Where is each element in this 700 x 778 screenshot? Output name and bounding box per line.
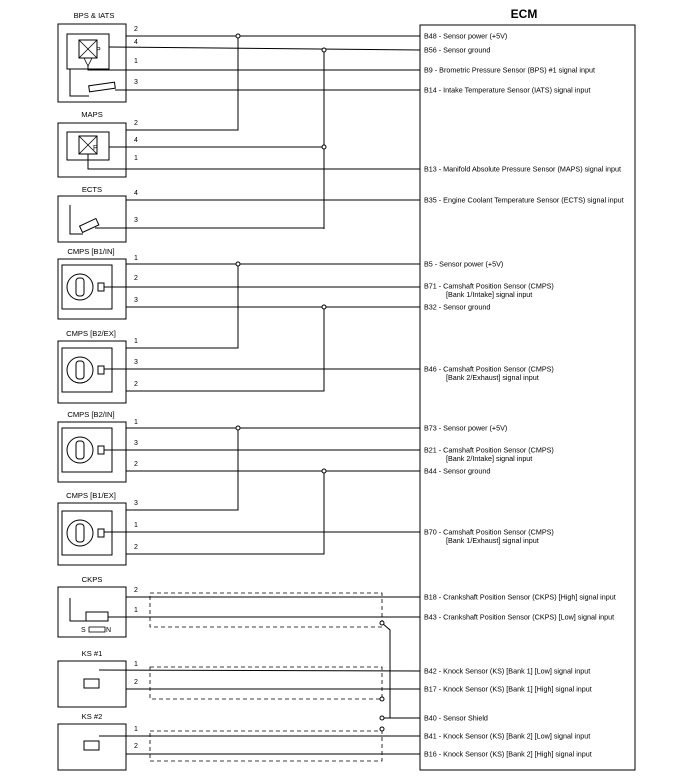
ecm-pin-label: B35 - Engine Coolant Temperature Sensor (ECTS) signal input xyxy=(424,195,624,205)
ckps-pole-n: N xyxy=(106,627,112,634)
junction-dot xyxy=(322,145,326,149)
ecm-pin-label: B5 - Sensor power (+5V) xyxy=(424,259,504,269)
pin-number: 1 xyxy=(134,58,138,65)
pin-number: 2 xyxy=(134,381,138,388)
pin-number: 1 xyxy=(134,661,138,668)
ecm-pin-b5 xyxy=(424,260,503,269)
junction-dot xyxy=(380,621,384,625)
ecm-pin-labels xyxy=(424,32,624,759)
sensor-cmps-b2in xyxy=(58,410,126,482)
junction-dot xyxy=(380,727,384,731)
ecm-pin-b43 xyxy=(424,613,614,622)
ecm-pin-label: B17 - Knock Sensor (KS) [Bank 1] [High] signal input xyxy=(424,684,592,694)
junction-dot xyxy=(236,34,240,38)
junction-dot xyxy=(380,697,384,701)
pin-number: 2 xyxy=(134,679,138,686)
ecm-pin-label: B48 - Sensor power (+5V) xyxy=(424,31,508,41)
pin-number: 3 xyxy=(134,440,138,447)
pin-number: 3 xyxy=(134,79,138,86)
sensor-cmps-b1ex xyxy=(58,491,126,565)
ecm-pin-label: B44 - Sensor ground xyxy=(424,466,491,476)
ecm-pin-b48 xyxy=(424,32,507,41)
ecm-pin-b32 xyxy=(424,303,490,312)
ecm-pin-b14 xyxy=(424,86,590,95)
junction-dots xyxy=(236,34,384,731)
ecm-pin-label: B73 - Sensor power (+5V) xyxy=(424,423,508,433)
wire xyxy=(126,471,324,554)
junction-dot xyxy=(236,426,240,430)
ecm-pin-b56 xyxy=(424,46,490,55)
pin-number: 3 xyxy=(134,500,138,507)
ecm-pin-b18 xyxy=(424,593,616,602)
sensor-label: CMPS [B1/EX] xyxy=(66,491,116,500)
ecm-pin-b42 xyxy=(424,667,590,676)
ecm-pin-b35 xyxy=(424,196,624,205)
junction-dot xyxy=(322,469,326,473)
ecm-pin-label: B46 - Camshaft Position Sensor (CMPS) xyxy=(424,364,554,374)
sensor-cmps-b2ex xyxy=(58,329,126,403)
pin-numbers xyxy=(134,26,138,750)
wire xyxy=(88,66,420,70)
ecm-pin-b21 xyxy=(424,446,554,464)
ckps-pole-s: S xyxy=(81,627,86,634)
sensor-cmps-b1in xyxy=(58,247,126,319)
ecm-title: ECM xyxy=(510,7,538,21)
sensor-label: ECTS xyxy=(81,185,103,194)
ecm-pin-label: B40 - Sensor Shield xyxy=(424,713,488,723)
junction-dot xyxy=(380,716,384,720)
ecm-pin-b16 xyxy=(424,750,592,759)
ecm-pin-label: B9 - Brometric Pressure Sensor (BPS) #1 signal input xyxy=(424,65,595,75)
ecm-pin-b13 xyxy=(424,165,621,174)
wire xyxy=(126,307,324,391)
pin-number: 2 xyxy=(134,275,138,282)
sensor-ks2 xyxy=(58,712,126,770)
ecm-pin-label-line2: [Bank 2/Exhaust] signal input xyxy=(446,373,539,382)
pin-number: 2 xyxy=(134,461,138,468)
ecm-pin-label: B41 - Knock Sensor (KS) [Bank 2] [Low] signal input xyxy=(424,731,591,741)
sensor-label: CMPS [B2/IN] xyxy=(67,410,115,419)
ecm-pin-label: B21 - Camshaft Position Sensor (CMPS) xyxy=(424,445,554,455)
pin-number: 4 xyxy=(134,39,138,46)
pin-number: 2 xyxy=(134,587,138,594)
ecm-pin-b70 xyxy=(424,528,554,546)
pin-number: 3 xyxy=(134,359,138,366)
maps-symbol-letter: P xyxy=(93,145,98,152)
ecm-pin-label: B42 - Knock Sensor (KS) [Bank 1] [Low] signal input xyxy=(424,666,591,676)
wire xyxy=(126,264,238,348)
ecm-pin-label-line2: [Bank 1/Intake] signal input xyxy=(446,290,533,299)
pin-number: 2 xyxy=(134,743,138,750)
sensor-label: CMPS [B1/IN] xyxy=(67,247,115,256)
junction-dot xyxy=(322,305,326,309)
pin-number: 2 xyxy=(134,120,138,127)
sensor-ks1 xyxy=(58,649,126,707)
ecm-pin-label: B32 - Sensor ground xyxy=(424,302,491,312)
sensor-label: CKPS xyxy=(81,575,103,584)
pin-number: 2 xyxy=(134,26,138,33)
pin-number: 1 xyxy=(134,155,138,162)
sensor-label: KS #2 xyxy=(81,712,103,721)
bps-symbol-letter: P xyxy=(96,47,101,54)
wire xyxy=(126,428,238,510)
ecm-pin-b9 xyxy=(424,66,595,75)
sensor-label: BPS & IATS xyxy=(73,11,115,20)
ecm-pin-label: B43 - Crankshaft Position Sensor (CKPS) [Low] signal input xyxy=(424,612,615,622)
pin-number: 2 xyxy=(134,544,138,551)
wire xyxy=(126,36,238,130)
pin-number: 3 xyxy=(134,297,138,304)
sensor-label: KS #1 xyxy=(81,649,103,658)
ecm-pin-label: B14 - Intake Temperature Sensor (IATS) signal input xyxy=(424,85,591,95)
sensor-maps xyxy=(58,110,126,177)
ecm-pin-label: B70 - Camshaft Position Sensor (CMPS) xyxy=(424,527,554,537)
ecm-pin-label: B16 - Knock Sensor (KS) [Bank 2] [High] signal input xyxy=(424,749,592,759)
pin-number: 1 xyxy=(134,607,138,614)
ecm-pin-b71 xyxy=(424,282,554,300)
sensor-ects xyxy=(58,185,126,242)
wire xyxy=(109,47,420,50)
pin-number: 1 xyxy=(134,419,138,426)
sensor-ckps xyxy=(58,575,126,637)
ecm-box xyxy=(420,25,635,770)
ecm-pin-label: B71 - Camshaft Position Sensor (CMPS) xyxy=(424,281,554,291)
sensor-bps-iats xyxy=(58,11,126,102)
ecm-pin-b73 xyxy=(424,424,507,433)
pin-number: 3 xyxy=(134,217,138,224)
ecm-pin-b46 xyxy=(424,365,554,383)
wire xyxy=(99,670,420,671)
sensor-label: MAPS xyxy=(81,110,103,119)
ecm-pin-b40 xyxy=(424,714,488,723)
pin-number: 4 xyxy=(134,190,138,197)
ecm-pin-label-line2: [Bank 2/Intake] signal input xyxy=(446,454,533,463)
pin-number: 4 xyxy=(134,137,138,144)
ecm-pin-b41 xyxy=(424,732,590,741)
ecm-pin-label-line2: [Bank 1/Exhaust] signal input xyxy=(446,536,539,545)
pin-number: 1 xyxy=(134,726,138,733)
ecm-pin-label: B13 - Manifold Absolute Pressure Sensor (MAPS) signal input xyxy=(424,164,621,174)
sensor-label: CMPS [B2/EX] xyxy=(66,329,116,338)
junction-dot xyxy=(322,48,326,52)
ecm-pin-label: B18 - Crankshaft Position Sensor (CKPS) [High] signal input xyxy=(424,592,616,602)
pin-number: 1 xyxy=(134,338,138,345)
ecm-pin-label: B56 - Sensor ground xyxy=(424,45,491,55)
junction-dot xyxy=(236,262,240,266)
pin-number: 1 xyxy=(134,522,138,529)
pin-number: 1 xyxy=(134,255,138,262)
ecm-pin-b44 xyxy=(424,467,490,476)
ecm-pin-b17 xyxy=(424,685,592,694)
